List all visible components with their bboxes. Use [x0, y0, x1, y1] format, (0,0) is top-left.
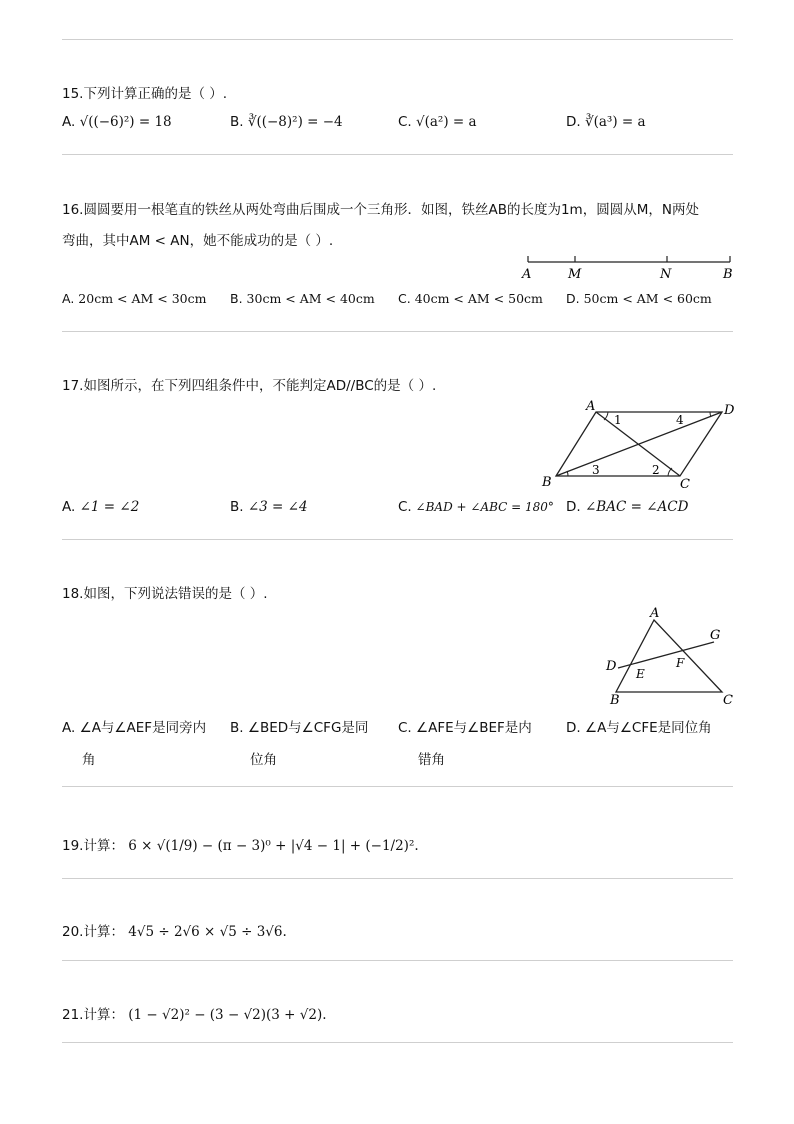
q15-option-c[interactable]	[398, 114, 477, 130]
q17-option-c[interactable]	[398, 499, 554, 515]
option-math: ∛(a³) = a	[584, 114, 646, 130]
q18-option-b-continued: 位角	[250, 752, 277, 768]
option-math: ∠3 = ∠4	[247, 499, 308, 515]
vertex-label-b: B	[542, 475, 552, 490]
divider	[62, 878, 733, 879]
q18-option-d[interactable]	[566, 716, 712, 736]
q15-option-a[interactable]	[62, 114, 172, 130]
option-label: D.	[566, 114, 581, 130]
vertex-label-d: D	[724, 403, 735, 418]
option-label: A.	[62, 499, 76, 515]
q16-option-c[interactable]	[398, 291, 543, 306]
question-21	[62, 1003, 327, 1023]
divider	[62, 786, 733, 787]
option-label: B.	[230, 291, 243, 306]
vertex-label-a: A	[650, 606, 660, 621]
divider	[62, 154, 733, 155]
divider	[62, 39, 733, 40]
option-text: ∠BED与∠CFG是同	[247, 720, 369, 736]
question-16-stem: 16.圆圆要用一根笔直的铁丝从两处弯曲后围成一个三角形．如图，铁丝AB的长度为1m，圆圆从M，N两处	[62, 202, 699, 218]
point-label-d: D	[606, 659, 617, 674]
option-label: A.	[62, 291, 75, 306]
q18-option-a[interactable]	[62, 716, 206, 736]
point-label-g: G	[710, 628, 721, 643]
option-label: D.	[566, 291, 580, 306]
question-15-stem: 15.下列计算正确的是（ ）.	[62, 86, 228, 102]
option-label: B.	[230, 114, 244, 130]
q18-option-c[interactable]	[398, 716, 532, 736]
option-label: A.	[62, 114, 76, 130]
q15-option-d[interactable]	[566, 114, 646, 130]
option-math: ∠BAC = ∠ACD	[584, 499, 689, 515]
option-math: ∠BAD + ∠ABC = 180°	[415, 500, 554, 514]
parallelogram-figure	[538, 398, 738, 490]
option-math: ∠1 = ∠2	[79, 499, 140, 515]
angle-label-4: 4	[676, 413, 684, 427]
q18-option-a-continued: 角	[82, 752, 96, 768]
point-label-a: A	[522, 267, 532, 282]
question-18-stem: 18.如图，下列说法错误的是（ ）.	[62, 586, 268, 602]
divider	[62, 539, 733, 540]
vertex-label-c: C	[680, 477, 690, 490]
point-label-f: F	[676, 656, 685, 670]
divider	[62, 960, 733, 961]
vertex-label-a: A	[586, 399, 596, 414]
option-label: A.	[62, 720, 76, 736]
option-text: ∠A与∠AEF是同旁内	[79, 720, 207, 736]
question-19	[62, 834, 419, 854]
point-label-e: E	[636, 667, 645, 681]
q18-option-b[interactable]	[230, 716, 368, 736]
option-text: ∠AFE与∠BEF是内	[416, 720, 532, 736]
point-label-n: N	[660, 267, 672, 282]
triangle-figure	[602, 604, 742, 706]
option-math: 20cm < AM < 30cm	[78, 291, 207, 306]
vertex-label-c: C	[723, 693, 733, 706]
angle-label-1: 1	[614, 413, 622, 427]
option-label: C.	[398, 499, 412, 515]
option-label: C.	[398, 720, 412, 736]
q17-option-a[interactable]	[62, 499, 139, 515]
option-label: C.	[398, 291, 411, 306]
q16-option-d[interactable]	[566, 291, 712, 306]
option-label: B.	[230, 499, 244, 515]
q17-option-d[interactable]	[566, 499, 688, 515]
q16-option-b[interactable]	[230, 291, 375, 306]
option-math: ∛((−8)²) = −4	[247, 114, 343, 130]
point-label-b: B	[723, 267, 733, 282]
divider	[62, 331, 733, 332]
option-label: B.	[230, 720, 244, 736]
option-label: D.	[566, 499, 581, 515]
question-prefix: 21.计算：	[62, 1007, 124, 1023]
option-label: C.	[398, 114, 412, 130]
q16-option-a[interactable]	[62, 291, 206, 306]
question-17-stem: 17.如图所示，在下列四组条件中，不能判定AD//BC的是（ ）.	[62, 378, 437, 394]
q15-option-b[interactable]	[230, 114, 343, 130]
option-math: √((−6)²) = 18	[79, 114, 172, 130]
question-math: 6 × √(1/9) − (π − 3)⁰ + |√4 − 1| + (−1/2)².	[128, 838, 419, 854]
question-16-stem-line2: 弯曲，其中AM < AN，她不能成功的是（ ）.	[62, 233, 334, 249]
option-text: ∠A与∠CFE是同位角	[584, 720, 712, 736]
q17-option-b[interactable]	[230, 499, 308, 515]
question-prefix: 19.计算：	[62, 838, 124, 854]
angle-label-3: 3	[592, 463, 600, 477]
option-math: √(a²) = a	[416, 114, 477, 130]
angle-label-2: 2	[652, 463, 660, 477]
point-label-m: M	[568, 267, 582, 282]
question-math: (1 − √2)² − (3 − √2)(3 + √2).	[128, 1007, 327, 1023]
question-math: 4√5 ÷ 2√6 × √5 ÷ 3√6.	[128, 924, 287, 940]
question-20	[62, 920, 287, 940]
q18-option-c-continued: 错角	[418, 752, 445, 768]
option-label: D.	[566, 720, 581, 736]
divider	[62, 1042, 733, 1043]
option-math: 40cm < AM < 50cm	[414, 291, 543, 306]
option-math: 30cm < AM < 40cm	[246, 291, 375, 306]
vertex-label-b: B	[610, 693, 620, 706]
option-math: 50cm < AM < 60cm	[583, 291, 712, 306]
question-prefix: 20.计算：	[62, 924, 124, 940]
segment-figure	[520, 250, 740, 282]
